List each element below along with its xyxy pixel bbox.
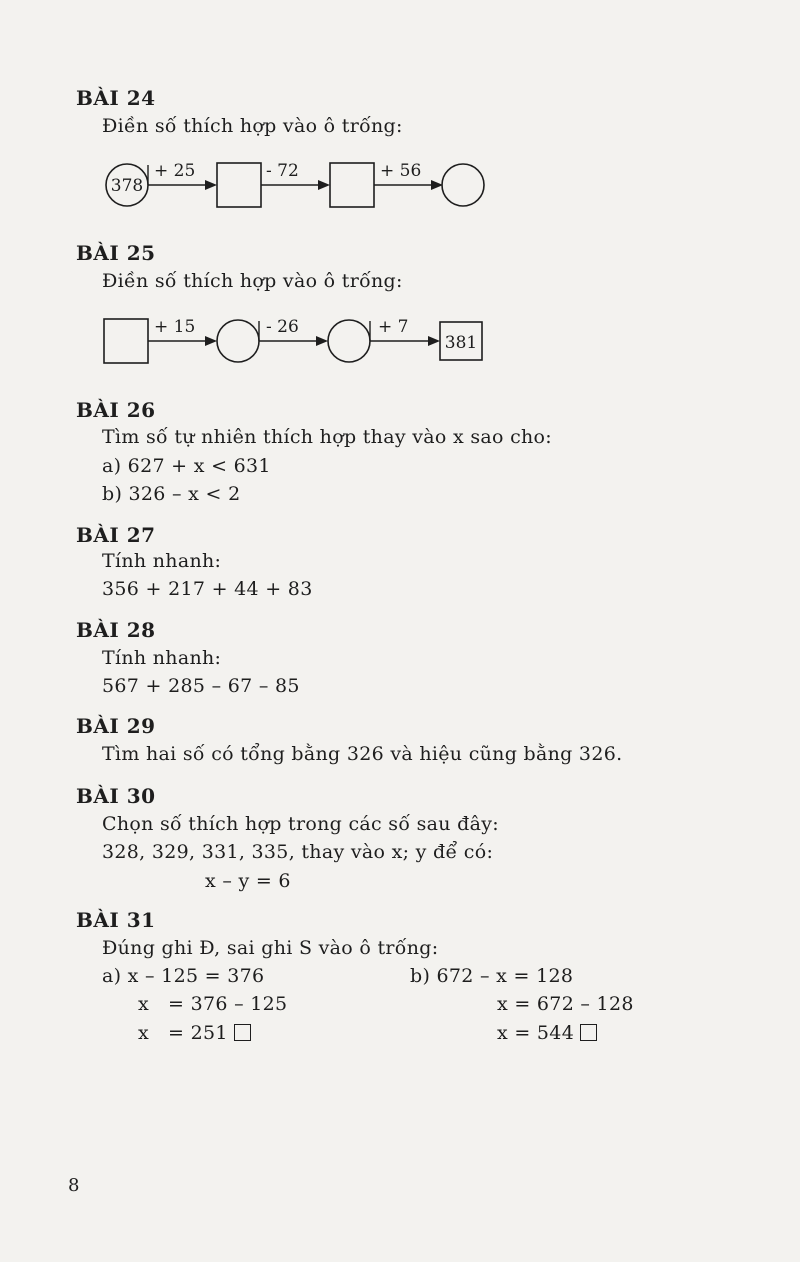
bai31-b-checkbox[interactable] [580, 1024, 597, 1041]
bai25-diagram [100, 308, 500, 378]
bai24-arrowhead-2 [318, 180, 330, 190]
bai27-title: BÀI 27 [76, 523, 156, 547]
bai28-expression: 567 + 285 – 67 – 85 [102, 675, 300, 697]
bai26-instruction: Tìm số tự nhiên thích hợp thay vào x sao cho: [102, 426, 552, 448]
bai24-op-1: + 25 [154, 161, 196, 181]
bai25-instruction: Điền số thích hợp vào ô trống: [102, 270, 403, 292]
bai27-expression: 356 + 217 + 44 + 83 [102, 578, 313, 600]
bai24-op-3: + 56 [380, 161, 422, 181]
bai25-title: BÀI 25 [76, 241, 156, 265]
bai25-end-value: 381 [444, 333, 478, 353]
bai31-a-answer: x = 251 [138, 1022, 228, 1044]
bai30-title: BÀI 30 [76, 784, 156, 808]
bai29-instruction: Tìm hai số có tổng bằng 326 và hiệu cũng bằng 326. [102, 743, 623, 765]
bai30-instruction: Chọn số thích hợp trong các số sau đây: [102, 813, 499, 835]
bai26-title: BÀI 26 [76, 398, 156, 422]
bai31-a-checkbox[interactable] [234, 1024, 251, 1041]
bai30-numbers: 328, 329, 331, 335, thay vào x; y để có: [102, 841, 494, 863]
bai25-empty-box [104, 319, 148, 363]
bai24-diagram [100, 152, 500, 222]
bai31-b-answer: x = 544 [497, 1022, 575, 1044]
bai24-instruction: Điền số thích hợp vào ô trống: [102, 115, 403, 137]
bai25-op-1: + 15 [154, 317, 196, 337]
bai26-part-b: b) 326 – x < 2 [102, 483, 241, 505]
bai25-arrowhead-1 [205, 336, 217, 346]
bai25-op-2: - 26 [266, 317, 299, 337]
bai31-a-line3 [138, 1022, 251, 1044]
bai24-empty-circle [442, 164, 484, 206]
bai30-equation: x – y = 6 [205, 870, 291, 892]
bai25-empty-circle-2 [328, 320, 370, 362]
bai25-empty-circle-1 [217, 320, 259, 362]
bai28-instruction: Tính nhanh: [102, 647, 222, 669]
bai24-empty-box-1 [217, 163, 261, 207]
bai25-arrowhead-2 [316, 336, 328, 346]
bai24-empty-box-2 [330, 163, 374, 207]
bai25-op-3: + 7 [378, 317, 409, 337]
bai24-title: BÀI 24 [76, 86, 156, 110]
bai31-b-line1: b) 672 – x = 128 [410, 965, 574, 987]
bai31-instruction: Đúng ghi Đ, sai ghi S vào ô trống: [102, 937, 439, 959]
bai28-title: BÀI 28 [76, 618, 156, 642]
bai26-part-a: a) 627 + x < 631 [102, 455, 271, 477]
bai24-arrowhead-1 [205, 180, 217, 190]
page-number: 8 [68, 1175, 80, 1196]
bai31-b-line2: x = 672 – 128 [497, 993, 634, 1015]
bai29-title: BÀI 29 [76, 714, 156, 738]
bai31-b-line3 [497, 1022, 597, 1044]
bai31-a-line2: x = 376 – 125 [138, 993, 288, 1015]
bai25-arrowhead-3 [428, 336, 440, 346]
bai24-start-value: 378 [110, 176, 144, 196]
bai24-op-2: - 72 [266, 161, 299, 181]
bai27-instruction: Tính nhanh: [102, 550, 222, 572]
bai31-a-line1: a) x – 125 = 376 [102, 965, 265, 987]
bai31-title: BÀI 31 [76, 908, 156, 932]
